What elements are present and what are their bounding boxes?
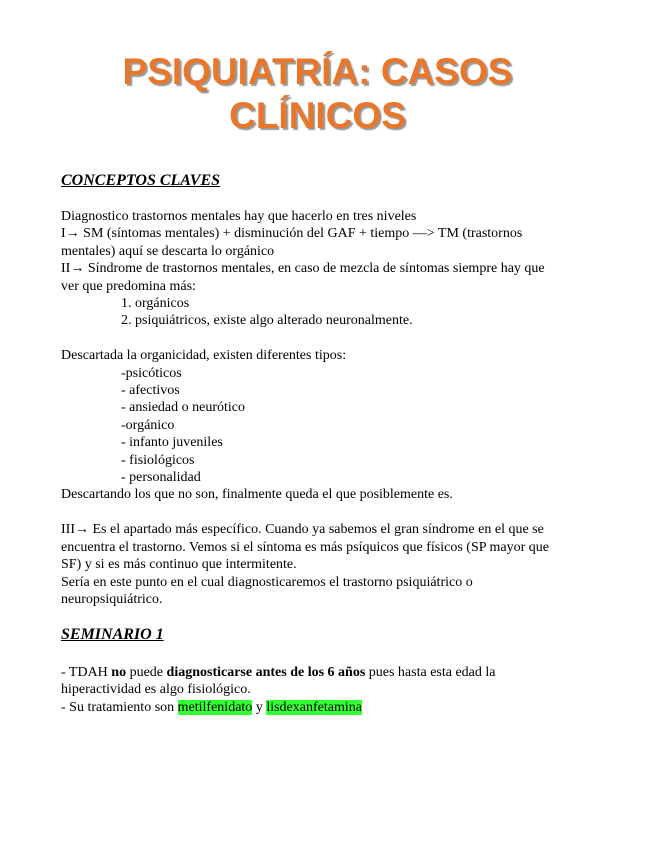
paragraph-intro: Diagnostico trastornos mentales hay que hacerlo en tres niveles bbox=[61, 209, 417, 224]
section-heading-conceptos: CONCEPTOS CLAVES bbox=[61, 172, 221, 189]
list-item: 1. orgánicos bbox=[121, 296, 190, 312]
nivel-3-line-2: encuentra el trastorno. Vemos si el síntoma es más psíquicos que físicos (SP mayor que bbox=[61, 539, 549, 555]
tratamiento-prefix: - Su tratamiento son bbox=[61, 699, 178, 715]
tdah-line-2: hiperactividad es algo fisiológico. bbox=[61, 682, 251, 698]
conceptos-body bbox=[61, 208, 601, 608]
document-title bbox=[60, 50, 575, 138]
list-item: 2. psiquiátricos, existe algo alterado neuronalmente. bbox=[121, 313, 413, 329]
list-item: -orgánico bbox=[121, 417, 175, 433]
nivel-1-line-1: I→ SM (síntomas mentales) + disminución del GAF + tiempo —> TM (trastornos bbox=[61, 226, 523, 242]
nivel-3-line-4: Sería en este punto en el cual diagnosticaremos el trastorno psiquiátrico o bbox=[61, 574, 473, 590]
list-item: - ansiedad o neurótico bbox=[121, 400, 246, 416]
section-heading-seminario: SEMINARIO 1 bbox=[61, 626, 164, 643]
list-item: - fisiológicos bbox=[121, 452, 195, 468]
paragraph-descartando: Descartando los que no son, finalmente queda el que posiblemente es. bbox=[61, 487, 453, 503]
tdah-line-1 bbox=[61, 664, 601, 681]
title-line-2: CLÍNICOS bbox=[229, 95, 406, 136]
paragraph-descartada: Descartada la organicidad, existen diferentes tipos: bbox=[61, 348, 347, 364]
tdah-bold-age: diagnosticarse antes de los 6 años bbox=[166, 665, 366, 680]
highlight-metilfenidato: metilfenidato bbox=[177, 699, 253, 715]
list-item: - infanto juveniles bbox=[121, 435, 223, 451]
seminario-body bbox=[61, 664, 601, 716]
highlight-lisdexanfetamina: lisdexanfetamina bbox=[266, 699, 362, 715]
tdah-suffix: pues hasta esta edad la bbox=[365, 665, 496, 680]
list-item: - afectivos bbox=[121, 383, 180, 399]
list-item: -psicóticos bbox=[121, 365, 182, 381]
nivel-2-line-2: ver que predomina más: bbox=[61, 278, 196, 294]
nivel-3-line-5: neuropsiquiátrico. bbox=[61, 591, 163, 607]
title-line-1: PSIQUIATRÍA: CASOS bbox=[122, 51, 513, 92]
tratamiento-mid: y bbox=[252, 699, 267, 715]
nivel-1-line-2: mentales) aquí se descarta lo orgánico bbox=[61, 243, 275, 259]
tdah-mid: puede bbox=[126, 665, 167, 680]
tdah-bold-no: no bbox=[111, 665, 127, 680]
tratamiento-line bbox=[61, 699, 601, 716]
nivel-3-line-3: SF) y si es más continuo que intermitente. bbox=[61, 557, 297, 573]
nivel-3-line-1: III→ Es el apartado más específico. Cuando ya sabemos el gran síndrome en el que se bbox=[61, 522, 544, 538]
tdah-prefix: - TDAH bbox=[61, 665, 112, 680]
list-item: - personalidad bbox=[121, 470, 201, 486]
nivel-2-line-1: II→ Síndrome de trastornos mentales, en caso de mezcla de síntomas siempre hay que bbox=[61, 261, 545, 277]
